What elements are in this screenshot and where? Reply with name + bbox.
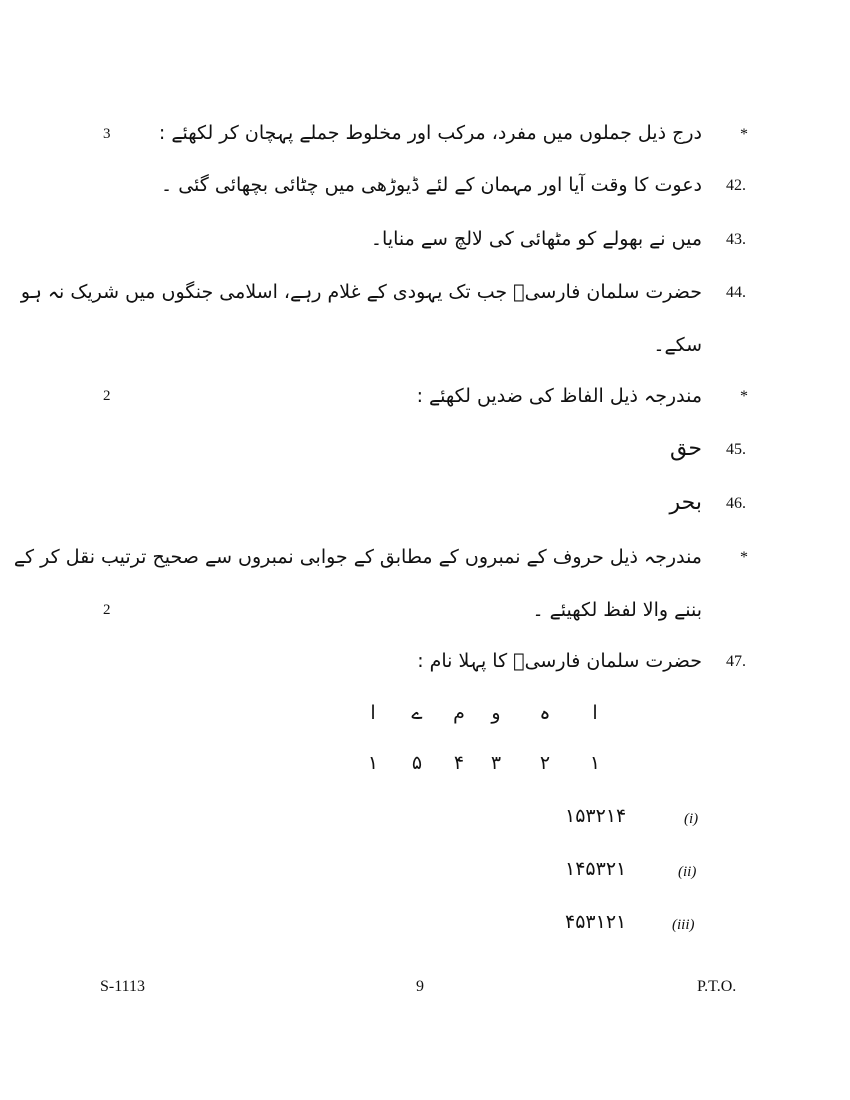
section-1-marker: * xyxy=(740,126,748,143)
question-43-text: میں نے بھولے کو مٹھائی کی لالچ سے منایا۔ xyxy=(370,228,702,250)
option-1-label: (i) xyxy=(684,811,699,827)
section-3-instruction-line1: مندرجہ ذیل حروف کے نمبروں کے مطابق کے جوابی نمبروں سے صحیح ترتیب نقل کر کے xyxy=(13,546,702,568)
letter-2: ہ xyxy=(539,702,551,724)
question-47-number: 47. xyxy=(726,653,746,670)
section-1-instruction: درج ذیل جملوں میں مفرد، مرکب اور مخلوط جملے پہچان کر لکھئے : xyxy=(158,122,702,144)
option-1-value: ۱۵۳۲۱۴ xyxy=(565,805,627,827)
option-2-value: ۱۴۵۳۲۱ xyxy=(565,858,627,880)
section-2-marker: * xyxy=(740,388,748,405)
question-44-text-line2: سکے۔ xyxy=(653,334,702,356)
option-3-label: (iii) xyxy=(672,917,695,933)
question-46-number: 46. xyxy=(726,495,746,512)
letter-number-5: ۵ xyxy=(411,752,423,774)
footer-pto: P.T.O. xyxy=(697,978,737,995)
question-44-text-line1: حضرت سلمان فارسیؓ جب تک یہودی کے غلام رہے، اسلامی جنگوں میں شریک نہ ہو xyxy=(20,281,702,303)
letter-number-6: ۱ xyxy=(367,752,379,774)
letter-5: ے xyxy=(411,702,423,724)
section-2-instruction: مندرجہ ذیل الفاظ کی ضدیں لکھئے : xyxy=(416,385,702,407)
letter-number-1: ۱ xyxy=(589,752,601,774)
footer-page-number: 9 xyxy=(416,978,424,995)
letter-4: م xyxy=(453,702,465,724)
question-46-text: بحر xyxy=(669,490,702,515)
letter-1: ا xyxy=(592,702,598,724)
question-45-number: 45. xyxy=(726,441,746,458)
footer-paper-code: S-1113 xyxy=(100,978,146,995)
section-3-marker: * xyxy=(740,549,748,566)
option-2-label: (ii) xyxy=(678,864,697,880)
question-47-text: حضرت سلمان فارسیؓ کا پہلا نام : xyxy=(417,650,702,672)
marks-section-1: 3 xyxy=(103,126,111,142)
marks-section-2: 2 xyxy=(103,388,111,404)
letter-3: و xyxy=(491,702,501,724)
section-3-instruction-line2: بننے والا لفظ لکھیئے ۔ xyxy=(532,599,702,621)
letter-number-3: ۳ xyxy=(490,752,502,774)
question-43-number: 43. xyxy=(726,231,746,248)
marks-section-3: 2 xyxy=(103,602,111,618)
question-45-text: حق xyxy=(670,436,702,461)
question-42-text: دعوت کا وقت آیا اور مہمان کے لئے ڈیوڑھی میں چٹائی بچھائی گئی ۔ xyxy=(161,174,702,196)
question-42-number: 42. xyxy=(726,177,746,194)
letter-number-2: ۲ xyxy=(539,752,551,774)
letter-6: ا xyxy=(370,702,376,724)
letter-number-4: ۴ xyxy=(453,752,465,774)
question-44-number: 44. xyxy=(726,284,746,301)
option-3-value: ۴۵۳۱۲۱ xyxy=(565,911,627,933)
